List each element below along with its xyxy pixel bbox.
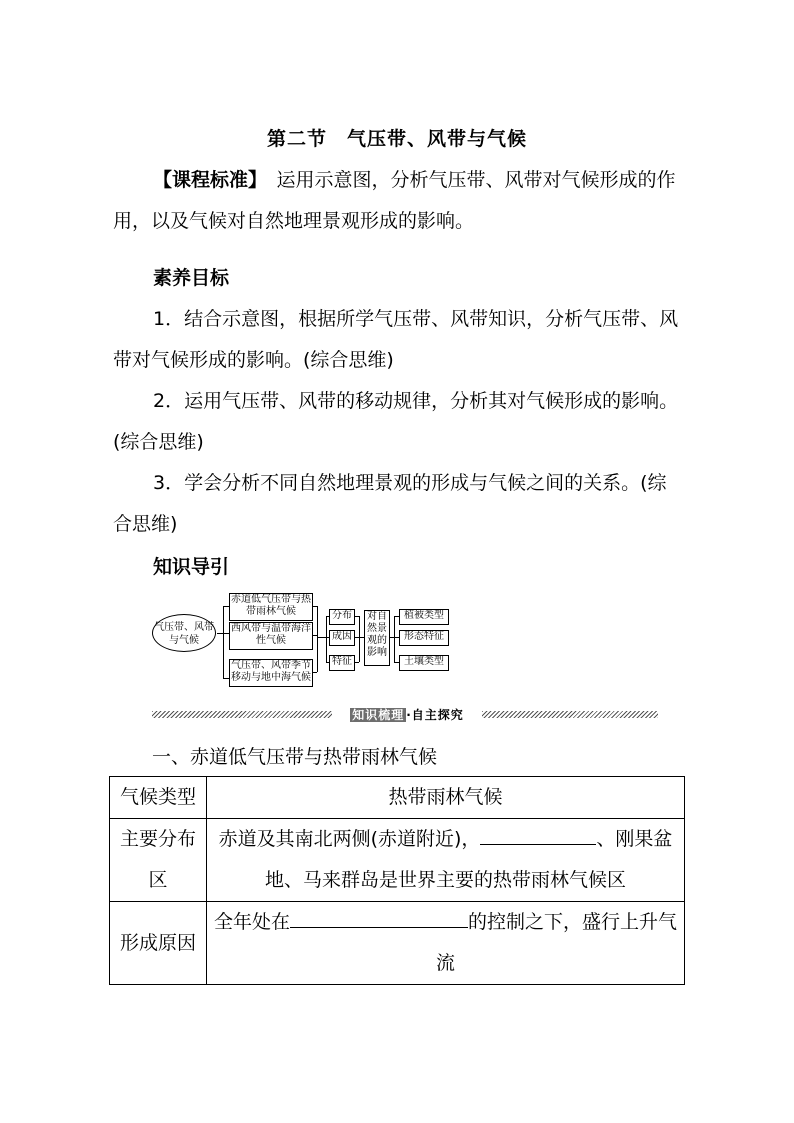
knowledge-map <box>150 590 460 690</box>
map-root: 气压带、风带与气候 <box>152 614 216 652</box>
banner-right: 自主探究 <box>411 708 464 722</box>
climate-table <box>109 776 685 985</box>
table-row <box>110 819 685 902</box>
map-topic-3: 气压带、风带季节移动与地中海气候 <box>229 659 313 687</box>
banner-left: 知识梳理 <box>352 708 405 722</box>
curriculum-standard <box>113 160 683 242</box>
map-topic-1: 赤道低气压带与热带雨林气候 <box>229 593 313 621</box>
goal-item-2: 2．运用气压带、风带的移动规律，分析其对气候形成的影响。(综合思维) <box>113 390 679 453</box>
goal-item-1: 1．结合示意图，根据所学气压带、风带知识，分析气压带、风带对气候形成的影响。(综合思维) <box>113 308 679 371</box>
cell-type-value: 热带雨林气候 <box>207 777 685 819</box>
goals-heading: 素养目标 <box>153 267 230 289</box>
cell-dist-label: 主要分布区 <box>110 819 207 902</box>
map-aspect-cause: 成因 <box>329 630 355 646</box>
map-center: 对自然景观的影响 <box>364 610 390 666</box>
banner-stripe-right <box>482 711 658 718</box>
page-title: 第二节 气压带、风带与气候 <box>266 128 527 150</box>
section-heading: 一、赤道低气压带与热带雨林气候 <box>152 746 438 768</box>
fill-blank-2[interactable] <box>290 905 468 928</box>
standard-label: 【课程标准】 <box>153 169 258 191</box>
dist-text-after: 、刚果盆地、马来群岛是世界主要的热带雨林气候区 <box>264 828 673 891</box>
table-row <box>110 902 685 985</box>
banner-sep: · <box>406 708 412 722</box>
cell-dist-value <box>207 819 685 902</box>
section-banner <box>152 706 658 724</box>
cause-text-after: 的控制之下，盛行上升气流 <box>435 911 678 974</box>
cell-cause-label: 形成原因 <box>110 902 207 985</box>
cause-text-before: 全年处在 <box>213 911 290 933</box>
standard-text: 运用示意图，分析气压带、风带对气候形成的作用，以及气候对自然地理景观形成的影响。 <box>113 169 676 232</box>
guide-heading: 知识导引 <box>153 556 230 578</box>
table-row <box>110 777 685 819</box>
map-aspect-feature: 特征 <box>329 655 355 671</box>
banner-text <box>332 706 482 724</box>
map-outcome-morphology: 形态特征 <box>399 630 449 646</box>
map-outcome-vegetation: 植被类型 <box>399 609 449 625</box>
map-aspect-distribution: 分布 <box>329 609 355 625</box>
cell-cause-value <box>207 902 685 985</box>
map-topic-2: 西风带与温带海洋性气候 <box>229 622 313 650</box>
fill-blank-1[interactable] <box>480 822 596 845</box>
goal-item-3: 3．学会分析不同自然地理景观的形成与气候之间的关系。(综合思维) <box>113 472 667 535</box>
cell-type-label: 气候类型 <box>110 777 207 819</box>
dist-text-before: 赤道及其南北两侧(赤道附近)， <box>218 828 481 850</box>
map-outcome-soil: 土壤类型 <box>399 655 449 671</box>
banner-stripe-left <box>152 711 332 718</box>
